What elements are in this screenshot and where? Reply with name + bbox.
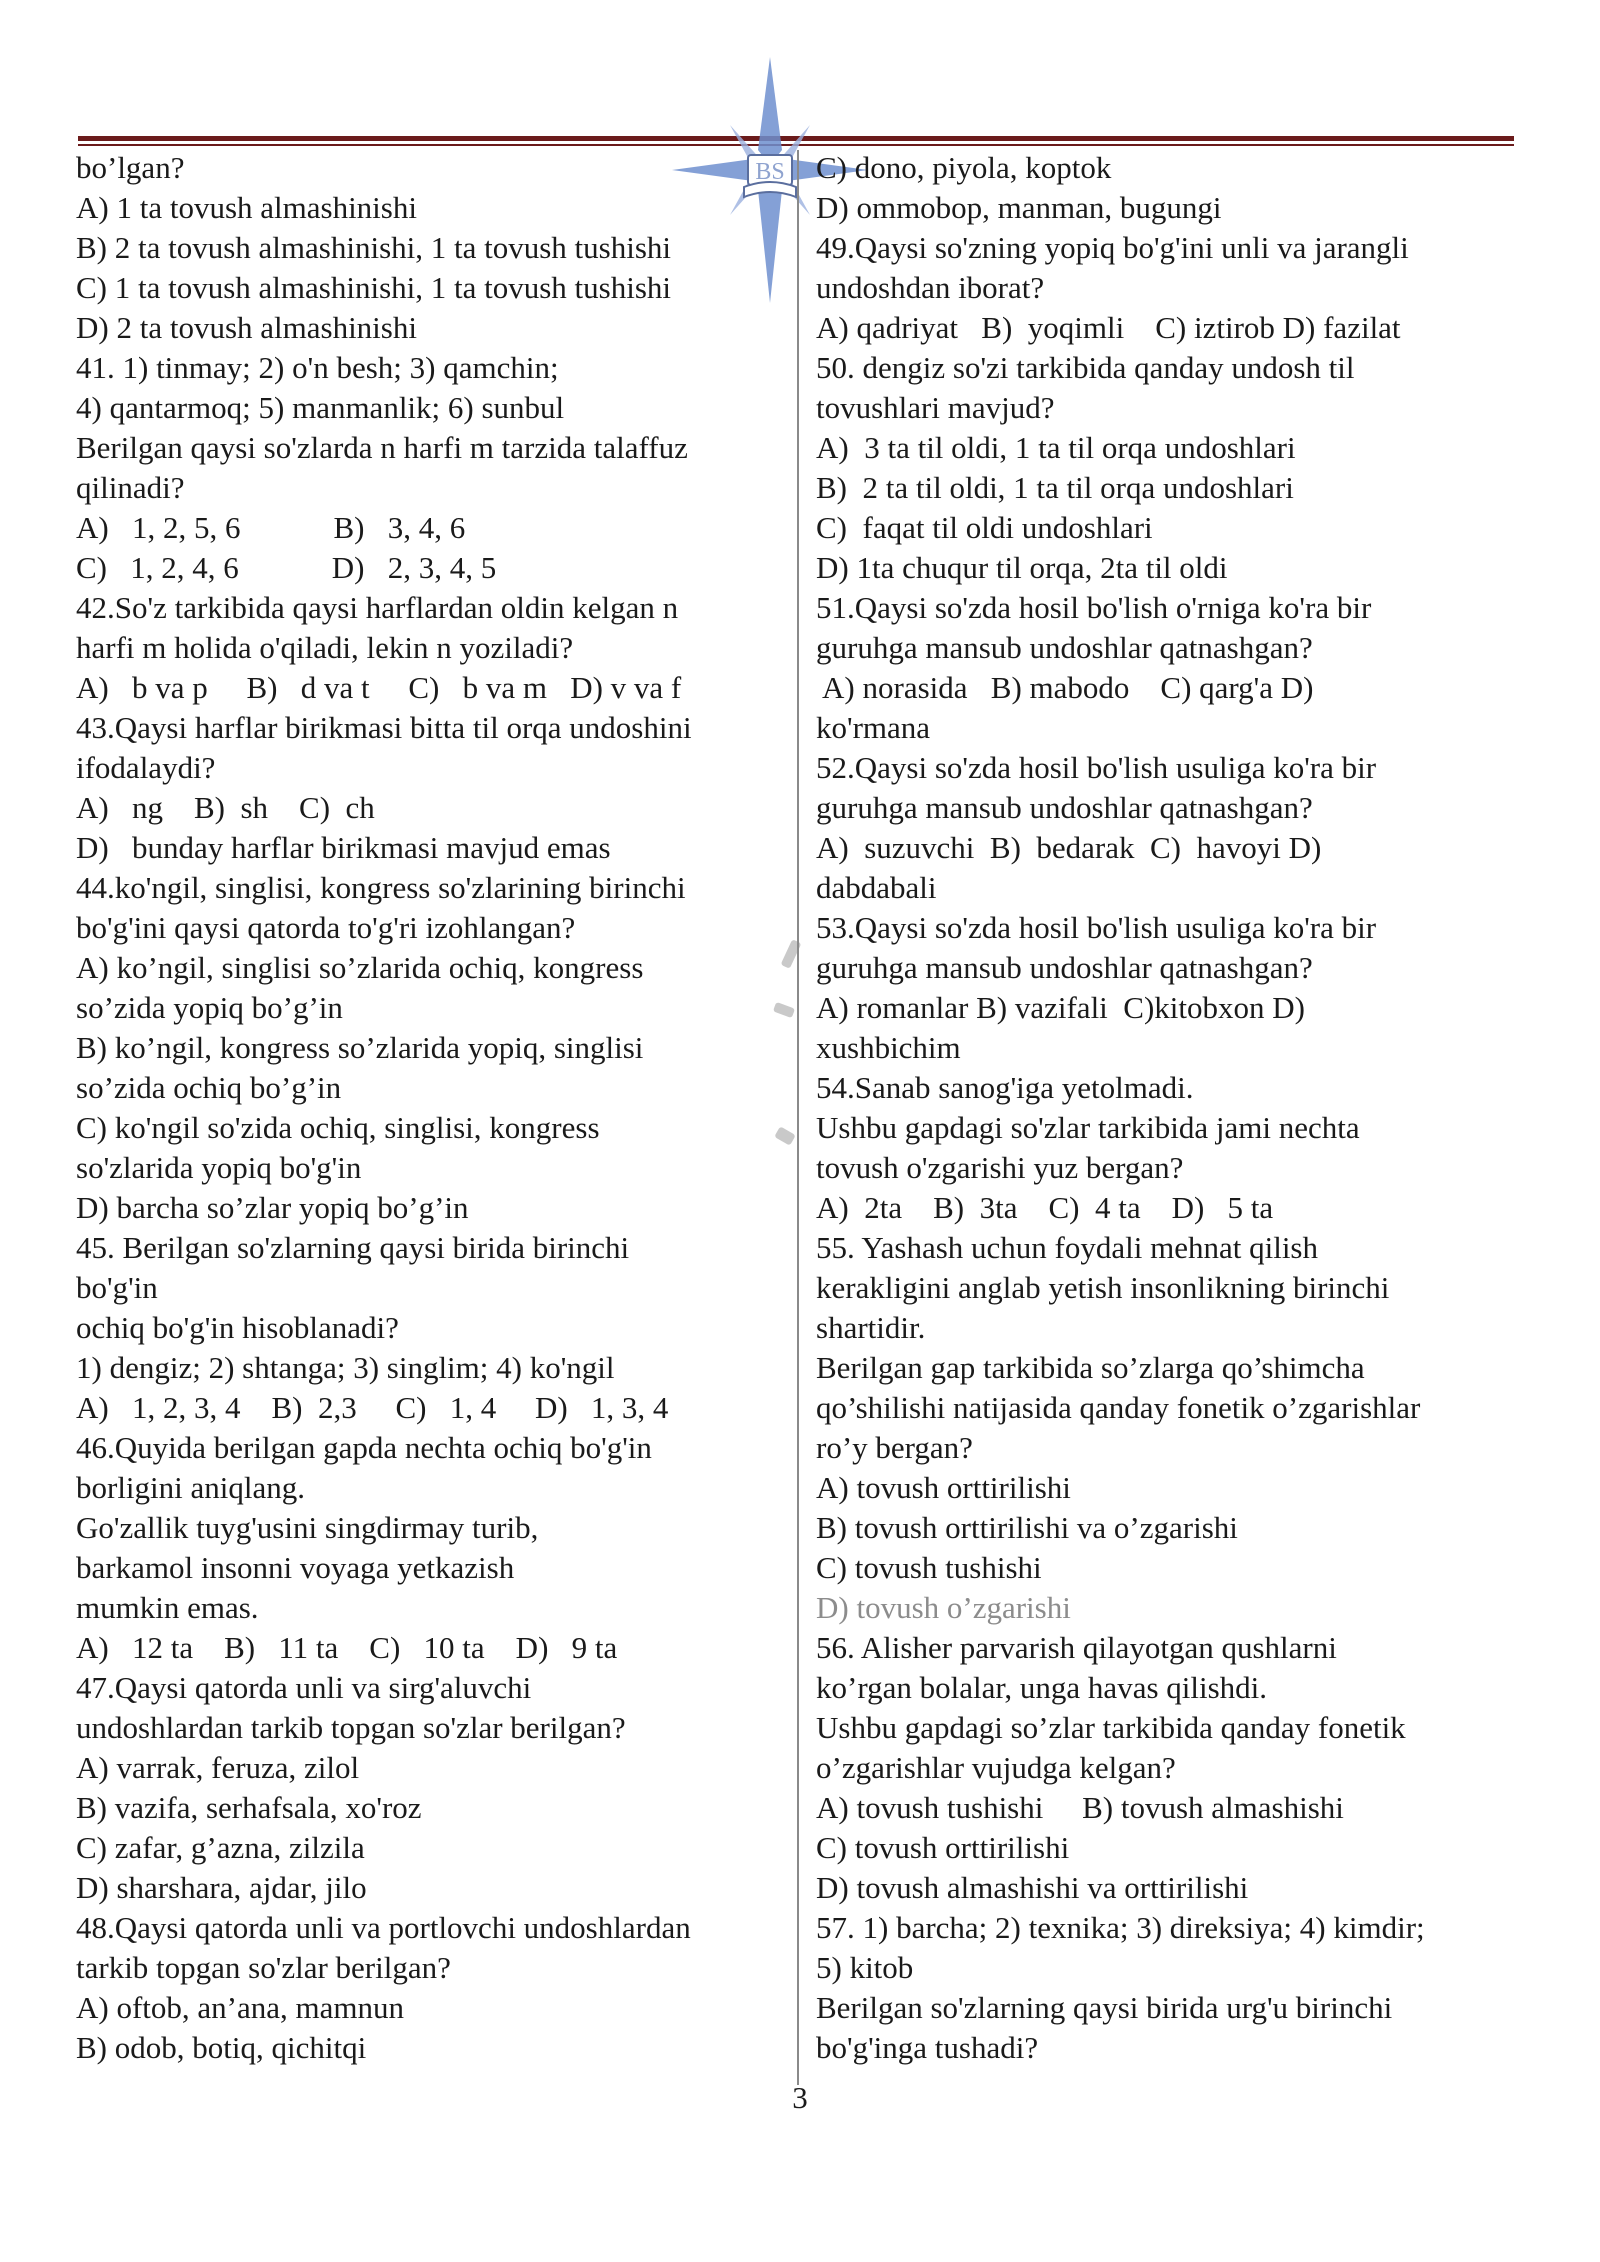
text-line: 51.Qaysi so'zda hosil bo'lish o'rniga ko'ra bir: [816, 590, 1372, 625]
text-line: C) faqat til oldi undoshlari: [816, 510, 1153, 545]
text-line: B) vazifa, serhafsala, xo'roz: [76, 1790, 422, 1825]
text-line: D) barcha so’zlar yopiq bo’g’in: [76, 1190, 469, 1225]
text-line: bo'g'inga tushadi?: [816, 2030, 1039, 2065]
text-line: 49.Qaysi so'zning yopiq bo'g'ini unli va jarangli: [816, 230, 1409, 265]
text-line: C) 1 ta tovush almashinishi, 1 ta tovush tushishi: [76, 270, 672, 305]
text-line: xushbichim: [816, 1030, 961, 1065]
text-line: kerakligini anglab yetish insonlikning birinchi: [816, 1270, 1390, 1305]
text-line: A) 1 ta tovush almashinishi: [76, 190, 417, 225]
text-line: A) romanlar B) vazifali C)kitobxon D): [816, 990, 1305, 1025]
text-line: qilinadi?: [76, 470, 185, 505]
text-line: borligini aniqlang.: [76, 1470, 306, 1505]
text-line: 54.Sanab sanog'iga yetolmadi.: [816, 1070, 1194, 1105]
text-line: 41. 1) tinmay; 2) o'n besh; 3) qamchin;: [76, 350, 559, 385]
text-line: ko’rgan bolalar, unga havas qilishdi.: [816, 1670, 1268, 1705]
text-line: 46.Quyida berilgan gapda nechta ochiq bo'g'in: [76, 1430, 652, 1465]
text-line: Go'zallik tuyg'usini singdirmay turib,: [76, 1510, 539, 1545]
text-line: tovush o'zgarishi yuz bergan?: [816, 1150, 1184, 1185]
text-line: so'zlarida yopiq bo'g'in: [76, 1150, 362, 1185]
text-line: D) sharshara, ajdar, jilo: [76, 1870, 367, 1905]
text-line: B) odob, botiq, qichitqi: [76, 2030, 367, 2065]
text-line: A) 1, 2, 5, 6 B) 3, 4, 6: [76, 510, 466, 545]
text-line: Ushbu gapdagi so'zlar tarkibida jami nechta: [816, 1110, 1360, 1145]
text-line: D) 1ta chuqur til orqa, 2ta til oldi: [816, 550, 1228, 585]
text-line: A) norasida B) mabodo C) qarg'a D): [816, 670, 1314, 705]
text-line: 53.Qaysi so'zda hosil bo'lish usuliga ko'ra bir: [816, 910, 1377, 945]
text-line: 44.ko'ngil, singlisi, kongress so'zlarining birinchi: [76, 870, 686, 905]
text-line: A) 3 ta til oldi, 1 ta til orqa undoshlari: [816, 430, 1296, 465]
text-line: so’zida yopiq bo’g’in: [76, 990, 343, 1025]
text-line: mumkin emas.: [76, 1590, 259, 1625]
text-line: B) tovush orttirilishi va o’zgarishi: [816, 1510, 1238, 1545]
text-line: bo’lgan?: [76, 150, 185, 185]
text-line: guruhga mansub undoshlar qatnashgan?: [816, 950, 1313, 985]
text-line: 4) qantarmoq; 5) manmanlik; 6) sunbul: [76, 390, 565, 425]
text-line: A) suzuvchi B) bedarak C) havoyi D): [816, 830, 1322, 865]
text-line: 50. dengiz so'zi tarkibida qanday undosh til: [816, 350, 1355, 385]
text-line: tarkib topgan so'zlar berilgan?: [76, 1950, 451, 1985]
text-line: dabdabali: [816, 870, 937, 905]
text-line: 48.Qaysi qatorda unli va portlovchi undoshlardan: [76, 1910, 691, 1945]
text-line: harfi m holida o'qiladi, lekin n yoziladi?: [76, 630, 574, 665]
text-line: 57. 1) barcha; 2) texnika; 3) direksiya; 4) kimdir;: [816, 1910, 1425, 1945]
page-number: 3: [792, 2080, 808, 2115]
text-line: D) bunday harflar birikmasi mavjud emas: [76, 830, 611, 865]
left-column: [76, 148, 776, 2068]
text-line: A) 2ta B) 3ta C) 4 ta D) 5 ta: [816, 1190, 1274, 1225]
text-line: 45. Berilgan so'zlarning qaysi birida birinchi: [76, 1230, 630, 1265]
text-line: 52.Qaysi so'zda hosil bo'lish usuliga ko'ra bir: [816, 750, 1377, 785]
text-line: 1) dengiz; 2) shtanga; 3) singlim; 4) ko'ngil: [76, 1350, 615, 1385]
text-line: B) 2 ta til oldi, 1 ta til orqa undoshlari: [816, 470, 1294, 505]
text-line: A) ko’ngil, singlisi so’zlarida ochiq, kongress: [76, 950, 644, 985]
text-line: 42.So'z tarkibida qaysi harflardan oldin kelgan n: [76, 590, 679, 625]
logo-text: BS: [755, 159, 785, 185]
text-line: C) dono, piyola, koptok: [816, 150, 1112, 185]
text-line: so’zida ochiq bo’g’in: [76, 1070, 342, 1105]
text-line: Berilgan qaysi so'zlarda n harfi m tarzida talaffuz: [76, 430, 688, 465]
text-line: 56. Alisher parvarish qilayotgan qushlarni: [816, 1630, 1337, 1665]
watermark-mark: [774, 1126, 796, 1145]
text-line: 55. Yashash uchun foydali mehnat qilish: [816, 1230, 1318, 1265]
text-line: undoshlardan tarkib topgan so'zlar berilgan?: [76, 1710, 626, 1745]
text-line: D) tovush almashishi va orttirilishi: [816, 1870, 1249, 1905]
right-column: [816, 148, 1516, 2068]
text-line: A) tovush tushishi B) tovush almashishi: [816, 1790, 1344, 1825]
text-line: C) zafar, g’azna, zilzila: [76, 1830, 365, 1865]
text-line: D) ommobop, manman, bugungi: [816, 190, 1222, 225]
text-line: B) 2 ta tovush almashinishi, 1 ta tovush tushishi: [76, 230, 672, 265]
text-line: 5) kitob: [816, 1950, 914, 1985]
text-line: guruhga mansub undoshlar qatnashgan?: [816, 790, 1313, 825]
text-line: A) ng B) sh C) ch: [76, 790, 375, 825]
text-line: D) 2 ta tovush almashinishi: [76, 310, 417, 345]
text-line: A) qadriyat B) yoqimli C) iztirob D) fazilat: [816, 310, 1401, 345]
text-line: ro’y bergan?: [816, 1430, 973, 1465]
column-divider: [797, 150, 799, 2085]
text-line: 43.Qaysi harflar birikmasi bitta til orqa undoshini: [76, 710, 692, 745]
text-line: D) tovush o’zgarishi: [816, 1590, 1071, 1625]
text-line: bo'g'in: [76, 1270, 158, 1305]
text-line: C) ko'ngil so'zida ochiq, singlisi, kongress: [76, 1110, 600, 1145]
text-line: C) tovush tushishi: [816, 1550, 1042, 1585]
text-line: tovushlari mavjud?: [816, 390, 1055, 425]
text-line: A) tovush orttirilishi: [816, 1470, 1071, 1505]
watermark-mark: [773, 1002, 795, 1018]
text-line: guruhga mansub undoshlar qatnashgan?: [816, 630, 1313, 665]
text-line: Ushbu gapdagi so’zlar tarkibida qanday fonetik: [816, 1710, 1406, 1745]
text-line: barkamol insonni voyaga yetkazish: [76, 1550, 515, 1585]
text-line: A) b va p B) d va t C) b va m D) v va f: [76, 670, 682, 705]
text-line: bo'g'ini qaysi qatorda to'g'ri izohlangan?: [76, 910, 576, 945]
text-line: qo’shilishi natijasida qanday fonetik o’zgarishlar: [816, 1390, 1421, 1425]
text-line: A) varrak, feruza, zilol: [76, 1750, 360, 1785]
text-line: Berilgan gap tarkibida so’zlarga qo’shimcha: [816, 1350, 1365, 1385]
text-line: A) 1, 2, 3, 4 B) 2,3 C) 1, 4 D) 1, 3, 4: [76, 1390, 669, 1425]
text-line: ko'rmana: [816, 710, 931, 745]
text-line: o’zgarishlar vujudga kelgan?: [816, 1750, 1176, 1785]
text-line: Berilgan so'zlarning qaysi birida urg'u birinchi: [816, 1990, 1393, 2025]
text-line: C) 1, 2, 4, 6 D) 2, 3, 4, 5: [76, 550, 497, 585]
text-line: A) 12 ta B) 11 ta C) 10 ta D) 9 ta: [76, 1630, 618, 1665]
text-line: shartidir.: [816, 1310, 926, 1345]
text-line: C) tovush orttirilishi: [816, 1830, 1070, 1865]
text-line: ochiq bo'g'in hisoblanadi?: [76, 1310, 399, 1345]
text-line: 47.Qaysi qatorda unli va sirg'aluvchi: [76, 1670, 532, 1705]
text-line: undoshdan iborat?: [816, 270, 1045, 305]
text-line: A) oftob, an’ana, mamnun: [76, 1990, 404, 2025]
text-line: ifodalaydi?: [76, 750, 216, 785]
text-line: B) ko’ngil, kongress so’zlarida yopiq, singlisi: [76, 1030, 644, 1065]
